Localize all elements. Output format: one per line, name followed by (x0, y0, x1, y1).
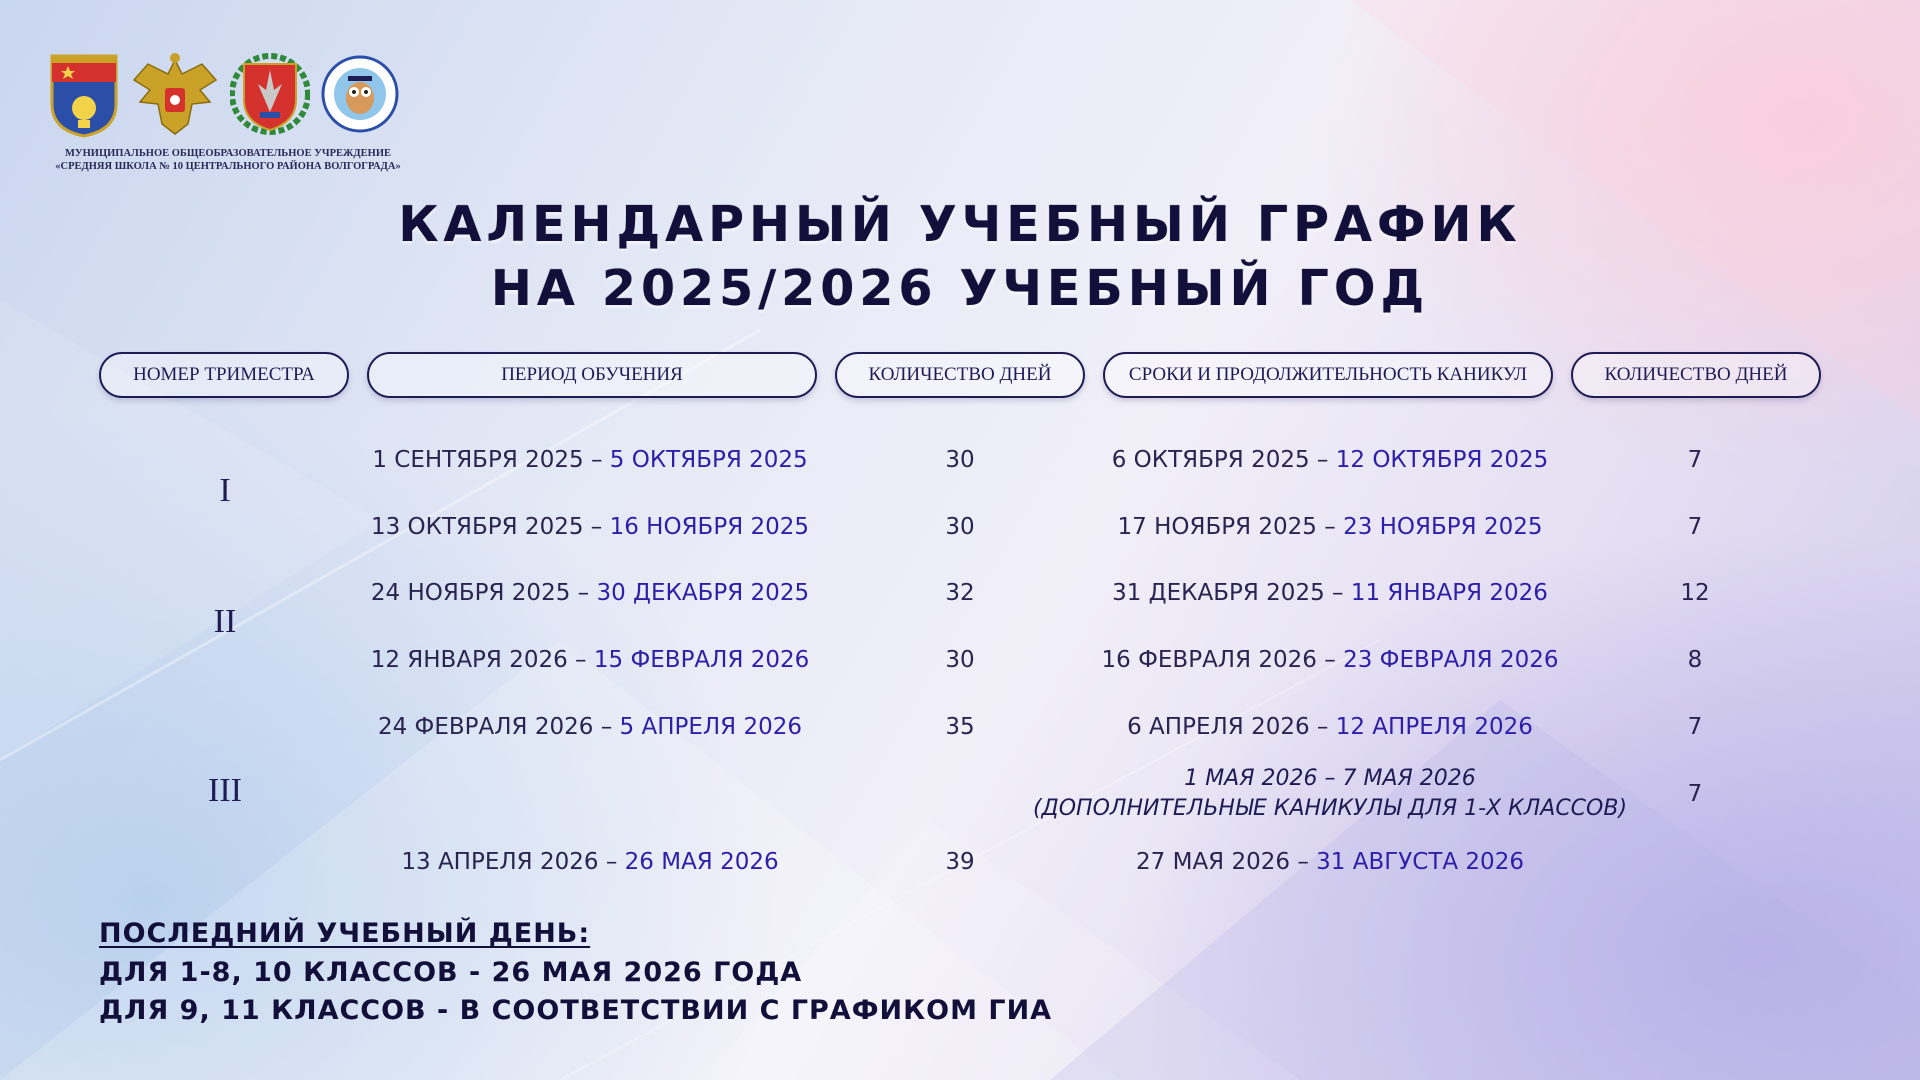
extra-vacation-first-grade (1000, 764, 1660, 824)
vacation-period (1080, 573, 1580, 613)
ministry-eagle-emblem-icon (130, 50, 220, 138)
study-period (360, 842, 820, 882)
extra-vacation-note: (ДОПОЛНИТЕЛЬНЫЕ КАНИКУЛЫ ДЛЯ 1-Х КЛАССОВ) (1032, 796, 1628, 821)
study-days: 39 (945, 849, 975, 875)
study-days: 30 (945, 647, 975, 673)
study-days: 32 (945, 580, 975, 606)
city-coat-of-arms-icon (48, 50, 120, 138)
trimester-number-2: II (213, 603, 237, 640)
header-days-vacation: КОЛИЧЕСТВО ДНЕЙ (1571, 352, 1821, 398)
period-start: 13 АПРЕЛЯ 2026 – (401, 849, 625, 875)
vacation-days: 7 (1687, 514, 1703, 540)
last-day-grades-1-8-10: ДЛЯ 1-8, 10 КЛАССОВ - 26 МАЯ 2026 ГОДА (99, 957, 803, 988)
period-start: 24 НОЯБРЯ 2025 – (370, 580, 597, 606)
table-row (0, 573, 1920, 613)
study-period (360, 640, 820, 680)
extra-vacation-days: 7 (1687, 781, 1703, 807)
last-day-heading: ПОСЛЕДНИЙ УЧЕБНЫЙ ДЕНЬ: (99, 918, 591, 949)
header-trimester: НОМЕР ТРИМЕСТРА (99, 352, 349, 398)
vacation-period (1080, 842, 1580, 882)
study-period (360, 507, 820, 547)
table-row (0, 440, 1920, 480)
study-days: 30 (945, 514, 975, 540)
vacation-start: 6 АПРЕЛЯ 2026 – (1127, 714, 1336, 740)
region-emblem-icon (230, 50, 310, 138)
period-end: 5 ОКТЯБРЯ 2025 (609, 447, 808, 473)
study-days: 30 (945, 447, 975, 473)
table-row (0, 707, 1920, 747)
vacation-days: 7 (1687, 447, 1703, 473)
vacation-end: 31 АВГУСТА 2026 (1316, 849, 1524, 875)
study-period (360, 707, 820, 747)
vacation-period (1080, 707, 1580, 747)
study-days: 35 (945, 714, 975, 740)
vacation-start: 31 ДЕКАБРЯ 2025 – (1112, 580, 1351, 606)
study-period (360, 440, 820, 480)
vacation-end: 12 АПРЕЛЯ 2026 (1335, 714, 1533, 740)
period-start: 12 ЯНВАРЯ 2026 – (370, 647, 594, 673)
vacation-period (1080, 640, 1580, 680)
header-vacation: СРОКИ И ПРОДОЛЖИТЕЛЬНОСТЬ КАНИКУЛ (1103, 352, 1553, 398)
vacation-days: 7 (1687, 714, 1703, 740)
logo-strip (48, 50, 400, 138)
vacation-start: 16 ФЕВРАЛЯ 2026 – (1101, 647, 1344, 673)
vacation-days: 8 (1687, 647, 1703, 673)
page-title-line1: КАЛЕНДАРНЫЙ УЧЕБНЫЙ ГРАФИК (398, 196, 1522, 253)
extra-vacation-dates: 1 МАЯ 2026 – 7 МАЯ 2026 (1184, 766, 1476, 791)
organization-name (48, 147, 408, 173)
school-owl-logo-icon (320, 50, 400, 138)
vacation-period (1080, 440, 1580, 480)
vacation-start: 17 НОЯБРЯ 2025 – (1117, 514, 1344, 540)
vacation-start: 27 МАЯ 2026 – (1136, 849, 1317, 875)
last-day-grades-9-11: ДЛЯ 9, 11 КЛАССОВ - В СООТВЕТСТВИИ С ГРАФИКОМ ГИА (99, 995, 1053, 1026)
vacation-period (1080, 507, 1580, 547)
organization-name-line1: МУНИЦИПАЛЬНОЕ ОБЩЕОБРАЗОВАТЕЛЬНОЕ УЧРЕЖДЕНИЕ (65, 148, 391, 159)
period-end: 15 ФЕВРАЛЯ 2026 (593, 647, 810, 673)
period-start: 13 ОКТЯБРЯ 2025 – (370, 514, 610, 540)
page-title-line2: НА 2025/2026 УЧЕБНЫЙ ГОД (490, 260, 1430, 317)
vacation-days: 12 (1680, 580, 1710, 606)
study-period (360, 573, 820, 613)
period-end: 5 АПРЕЛЯ 2026 (619, 714, 803, 740)
vacation-end: 23 НОЯБРЯ 2025 (1343, 514, 1543, 540)
vacation-end: 12 ОКТЯБРЯ 2025 (1335, 447, 1549, 473)
trimester-number-3: III (208, 772, 242, 809)
header-period: ПЕРИОД ОБУЧЕНИЯ (367, 352, 817, 398)
table-row (0, 640, 1920, 680)
vacation-end: 11 ЯНВАРЯ 2026 (1350, 580, 1548, 606)
period-end: 26 МАЯ 2026 (624, 849, 779, 875)
header-days-study: КОЛИЧЕСТВО ДНЕЙ (835, 352, 1085, 398)
period-end: 30 ДЕКАБРЯ 2025 (596, 580, 810, 606)
table-row (0, 507, 1920, 547)
table-row (0, 842, 1920, 882)
organization-name-line2: «СРЕДНЯЯ ШКОЛА № 10 ЦЕНТРАЛЬНОГО РАЙОНА ВОЛГОГРАДА» (55, 161, 401, 172)
vacation-end: 23 ФЕВРАЛЯ 2026 (1343, 647, 1559, 673)
period-start: 1 СЕНТЯБРЯ 2025 – (372, 447, 610, 473)
trimester-number-1: I (219, 472, 231, 509)
vacation-start: 6 ОКТЯБРЯ 2025 – (1111, 447, 1336, 473)
period-start: 24 ФЕВРАЛЯ 2026 – (377, 714, 620, 740)
period-end: 16 НОЯБРЯ 2025 (609, 514, 810, 540)
